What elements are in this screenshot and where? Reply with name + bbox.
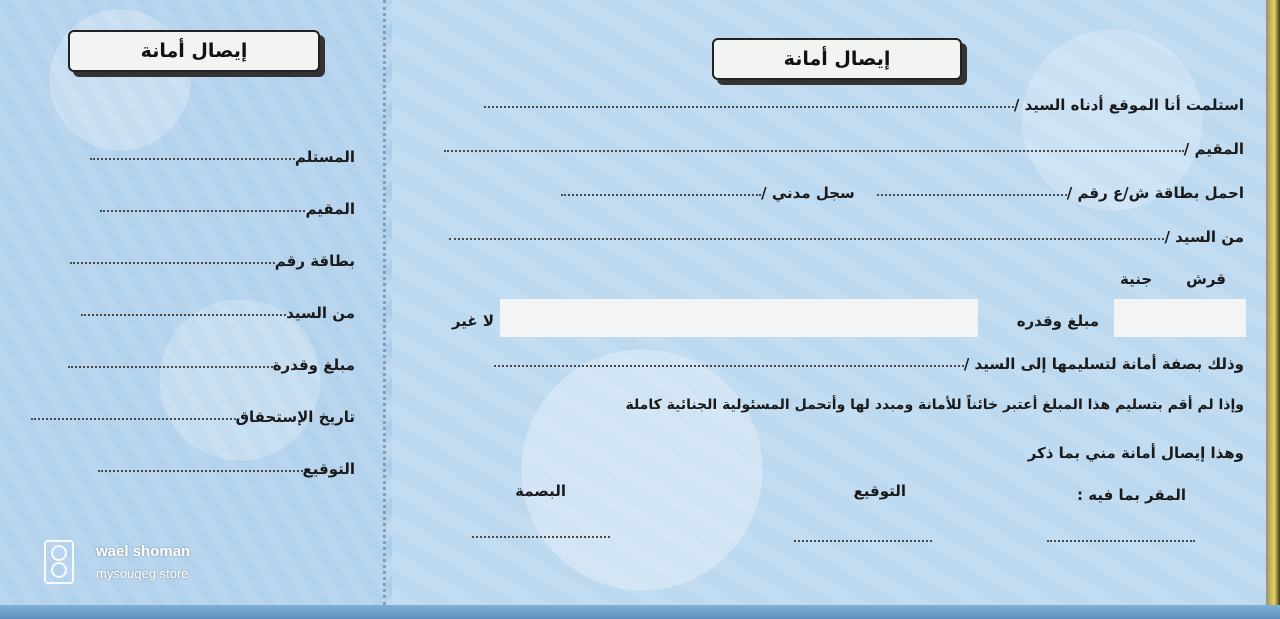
currency-piaster: قرش [1186, 270, 1226, 288]
amount-number-box[interactable] [1114, 299, 1246, 337]
sig-acknowledger-line [1047, 540, 1195, 542]
stub-field-label: تاريخ الإستحقاق [235, 408, 355, 426]
line-label-civil: سجل مدني / [761, 184, 855, 202]
line-label: وإذا لم أقم بتسليم هذا المبلغ أعتبر خائناً للأمانة ومبدد لها وأتحمل المسئولية الجنائية كاملة [625, 397, 1244, 413]
book-edge [1266, 0, 1280, 619]
stub-field-label: التوقيع [302, 460, 355, 478]
line-deliver [494, 355, 1244, 373]
stub-field-label: المستلم [294, 148, 355, 166]
stub-field-recipient [90, 148, 355, 166]
watermark-text [96, 543, 190, 581]
stub-field-line [31, 418, 236, 420]
perforation-line [383, 0, 386, 605]
stub-field-label: بطاقة رقم [274, 252, 355, 270]
receipt-title-text: إيصال أمانة [783, 48, 891, 70]
line-label: استلمت أنا الموقع أدناه السيد / [1013, 96, 1244, 114]
line-card [561, 184, 1244, 202]
currency-row [1120, 270, 1226, 288]
line-dots [877, 194, 1067, 196]
stub-field-line [70, 262, 275, 264]
stub-field-card [70, 252, 355, 270]
line-dots [561, 194, 761, 196]
line-dots [484, 106, 1014, 108]
amount-label: مبلغ وقدره [1016, 312, 1099, 330]
watermark-store: mysouqeg store [96, 566, 189, 581]
watermark [44, 540, 190, 584]
stub-title-text: إيصال أمانة [140, 40, 248, 62]
stub-field-line [81, 314, 286, 316]
stub-field-from [81, 304, 355, 322]
line-label: احمل بطاقة ش/ع رقم / [1066, 184, 1244, 202]
line-acknowledge [1028, 444, 1244, 462]
stub-field-line [98, 470, 303, 472]
receipt-stub [0, 0, 385, 605]
only-label-row [452, 312, 494, 330]
only-label: لا غير [451, 312, 494, 330]
stub-field-amount [68, 356, 355, 374]
line-label: المقيم / [1183, 140, 1244, 158]
stub-field-line [100, 210, 305, 212]
line-label: وذلك بصفة أمانة لتسليمها إلى السيد / [963, 355, 1244, 373]
line-label: وهذا إيصال أمانة مني بما ذكر [1027, 444, 1244, 462]
line-dots [449, 238, 1164, 240]
line-dots [494, 365, 964, 367]
stub-field-resident [100, 200, 355, 218]
stub-field-label: المقيم [305, 200, 355, 218]
line-label: من السيد / [1164, 228, 1244, 246]
stub-field-due-date [31, 408, 355, 426]
sig-signature-label: التوقيع [853, 482, 906, 500]
line-dots [444, 150, 1184, 152]
stub-title [68, 30, 320, 72]
receipt-title [712, 38, 962, 80]
line-received [484, 96, 1244, 114]
stub-field-label: مبلغ وقدرة [272, 356, 355, 374]
store-logo-icon [44, 540, 74, 584]
sig-fingerprint-label: البصمة [515, 482, 566, 500]
currency-pound: جنية [1119, 270, 1153, 288]
sig-acknowledger-label: المقر بما فيه : [1077, 486, 1186, 504]
line-resident [444, 140, 1244, 158]
watermark-name: wael shoman [96, 543, 191, 560]
bottom-strip [0, 605, 1280, 619]
sig-signature-line [794, 540, 932, 542]
amount-words-box[interactable] [500, 299, 978, 337]
stub-field-line [68, 366, 273, 368]
stub-field-line [90, 158, 295, 160]
stub-field-signature [98, 460, 356, 478]
sig-fingerprint-line [472, 536, 610, 538]
line-breach [625, 397, 1244, 413]
receipt-main [392, 0, 1266, 605]
amount-label-row [1017, 312, 1099, 330]
line-from [449, 228, 1244, 246]
stub-field-label: من السيد [286, 304, 355, 322]
